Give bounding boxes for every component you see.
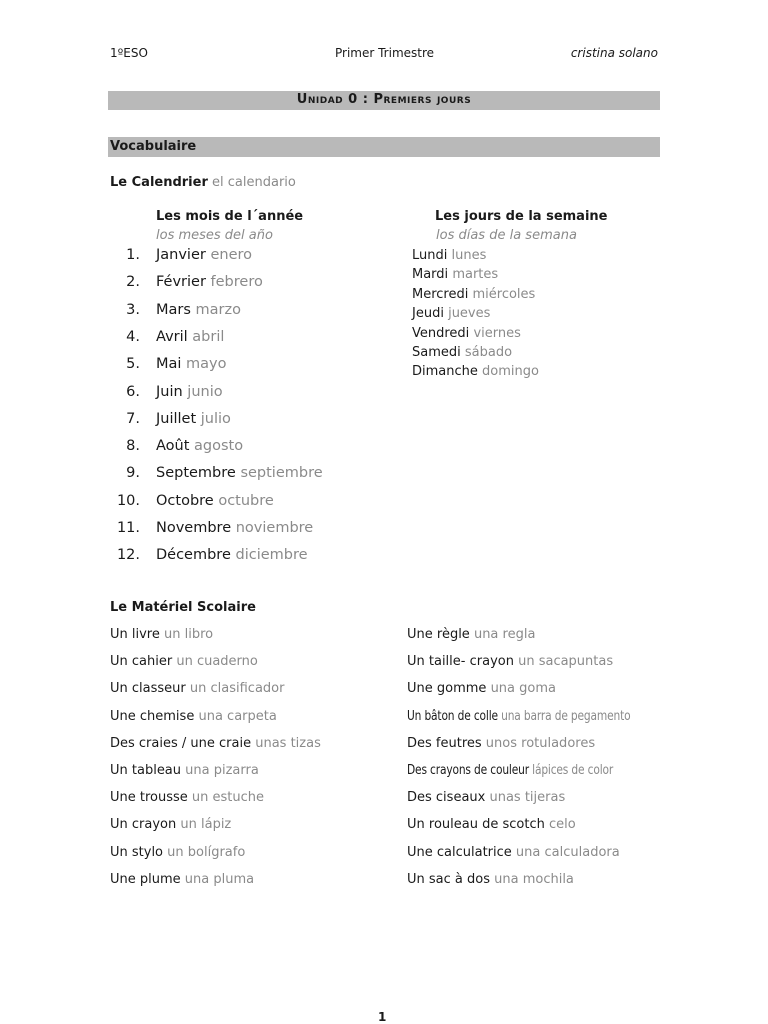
day-es: viernes (473, 325, 521, 341)
month-number (110, 465, 140, 485)
supply-es: lápices de color (532, 763, 614, 778)
month-es: septiembre (240, 465, 323, 482)
supply-es: un sacapuntas (518, 654, 614, 670)
month-number-text: 10. (116, 492, 140, 509)
month-es: abril (192, 328, 225, 345)
supply-es: una pizarra (185, 763, 259, 778)
supply-fr: Un sac à dos (407, 871, 490, 887)
supply-es: un bolígrafo (167, 844, 246, 860)
month-fr: Décembre (156, 547, 231, 564)
day-es: sábado (464, 345, 513, 360)
supply-item (110, 681, 284, 696)
month-number-text: 11. (116, 520, 140, 536)
month-number-text: 12. (116, 547, 140, 564)
calendar-title-es: el calendario (212, 175, 296, 190)
supply-fr: Une plume (110, 871, 181, 887)
month-number (110, 247, 140, 267)
supply-es: un cuaderno (176, 654, 258, 670)
day-item (412, 267, 498, 282)
month-fr: Février (156, 274, 206, 291)
supply-fr: Une règle (407, 627, 470, 642)
day-fr: Dimanche (412, 364, 478, 380)
supply-es: unas tijeras (489, 790, 566, 806)
supply-fr: Une calculatrice (407, 844, 512, 860)
month-number (110, 329, 140, 349)
unit-title-bar (108, 91, 660, 110)
day-item (412, 287, 535, 302)
month-number-text: 8. (126, 438, 140, 455)
month-fr: Octobre (156, 492, 214, 509)
supply-es: celo (548, 817, 576, 833)
month-es: enero (210, 247, 252, 263)
supply-item (407, 709, 680, 724)
month-number (110, 411, 140, 431)
days-subheading: los días de la semana (436, 228, 577, 243)
supply-fr: Un bâton de colle (407, 708, 498, 724)
supply-fr: Un tableau (110, 763, 182, 778)
months-subheading: los meses del año (156, 228, 273, 243)
month-es: noviembre (235, 520, 314, 536)
day-es: martes (452, 267, 499, 283)
supply-item-condensed (407, 709, 630, 724)
supply-fr: Un cahier (110, 654, 173, 670)
month-number (110, 493, 140, 513)
day-fr: Jeudi (412, 306, 444, 322)
month-fr: Avril (156, 328, 188, 345)
days-heading: Les jours de la semaine (435, 209, 608, 224)
month-item (156, 520, 313, 536)
day-es: miércoles (472, 286, 536, 302)
month-number-text: 9. (126, 465, 140, 482)
month-number-text: 4. (126, 328, 140, 345)
month-number-text: 6. (126, 383, 140, 400)
day-fr: Samedi (412, 345, 461, 360)
month-es: julio (200, 410, 231, 427)
supply-fr: Des ciseaux (407, 790, 486, 806)
month-number-text: 7. (126, 410, 140, 427)
section-title: Vocabulaire (110, 139, 197, 154)
supply-item (407, 654, 613, 669)
month-item (156, 438, 243, 454)
month-fr: Novembre (156, 520, 232, 536)
supply-es: una regla (473, 627, 536, 642)
supply-item (407, 790, 565, 805)
month-item (156, 465, 323, 481)
supply-item (407, 736, 595, 751)
day-fr: Mardi (412, 267, 449, 283)
supply-fr: Des crayons de couleur (407, 763, 529, 778)
month-number-text: 1. (126, 247, 140, 263)
month-item (156, 247, 252, 263)
month-es: junio (187, 383, 223, 400)
supply-es: una barra de pegamento (501, 708, 631, 724)
day-item (412, 345, 512, 360)
month-number-text: 5. (126, 356, 140, 373)
months-heading: Les mois de l´année (156, 209, 304, 224)
day-item (412, 248, 486, 263)
month-item (156, 384, 223, 400)
supply-item (407, 763, 658, 778)
month-item (156, 411, 231, 427)
supply-es: un clasificador (189, 681, 285, 697)
supply-es: unas tizas (255, 735, 321, 751)
supplies-title: Le Matériel Scolaire (110, 600, 256, 615)
supply-fr: Des craies / une craie (110, 735, 252, 751)
day-fr: Vendredi (412, 325, 470, 341)
month-number (110, 547, 140, 567)
supply-item (407, 817, 576, 832)
supply-fr: Un livre (110, 627, 160, 642)
supply-item (407, 845, 620, 860)
supply-item (110, 736, 321, 751)
supply-item (110, 627, 213, 642)
month-fr: Mai (156, 356, 182, 373)
month-item (156, 329, 224, 345)
supply-fr: Une gomme (407, 681, 487, 697)
month-es: agosto (194, 438, 244, 455)
supply-fr: Un taille- crayon (407, 654, 514, 670)
supply-es: un libro (164, 627, 214, 642)
page-number: 1 (378, 1010, 387, 1024)
day-item (412, 364, 539, 379)
supply-item (110, 709, 277, 724)
supply-es: una calculadora (515, 844, 620, 860)
day-es: domingo (482, 364, 539, 380)
month-number (110, 438, 140, 458)
section-title-bar (108, 137, 660, 157)
month-item (156, 356, 227, 372)
month-number (110, 274, 140, 294)
month-number (110, 302, 140, 322)
month-es: mayo (186, 356, 227, 373)
supply-item (110, 872, 254, 887)
month-es: marzo (195, 301, 241, 318)
month-number (110, 520, 140, 540)
day-item (412, 326, 521, 341)
day-es: jueves (448, 306, 491, 322)
month-fr: Juillet (156, 410, 197, 427)
month-item (156, 274, 263, 290)
supply-item (407, 681, 556, 696)
calendar-title (110, 175, 296, 190)
header-right: cristina solano (570, 46, 658, 60)
supply-fr: Un stylo (110, 844, 164, 860)
supply-fr: Une chemise (110, 708, 195, 724)
header-left: 1ºESO (110, 46, 148, 60)
day-item (412, 306, 490, 321)
month-es: diciembre (235, 547, 308, 564)
supply-es: una pluma (184, 871, 255, 887)
month-fr: Septembre (156, 465, 236, 482)
month-item (156, 547, 308, 563)
month-fr: Mars (156, 301, 191, 318)
supply-item (110, 654, 258, 669)
month-fr: Août (156, 438, 190, 455)
month-fr: Janvier (156, 247, 206, 263)
supply-fr: Un rouleau de scotch (407, 817, 545, 833)
supply-es: unos rotuladores (485, 735, 596, 751)
unit-title: Unidad 0 : Premiers jours (296, 92, 472, 107)
supply-item (110, 790, 264, 805)
day-es: lunes (451, 248, 487, 263)
supply-es: un lápiz (180, 817, 232, 833)
supply-item (110, 817, 231, 832)
supply-fr: Une trousse (110, 790, 188, 806)
month-es: febrero (210, 274, 263, 291)
supply-fr: Un crayon (110, 817, 177, 833)
supply-es: una mochila (494, 871, 574, 887)
day-fr: Mercredi (412, 286, 469, 302)
supply-es: un estuche (191, 790, 265, 806)
day-fr: Lundi (412, 248, 448, 263)
supply-item (407, 627, 535, 642)
supply-item-condensed (407, 763, 613, 778)
supply-es: una goma (490, 681, 556, 697)
month-es: octubre (218, 492, 274, 509)
supply-item (407, 872, 574, 887)
header-center: Primer Trimestre (335, 46, 435, 60)
calendar-title-fr: Le Calendrier (110, 175, 208, 190)
month-number-text: 3. (126, 301, 140, 318)
supply-fr: Un classeur (110, 681, 186, 697)
month-item (156, 493, 274, 509)
month-number (110, 384, 140, 404)
supply-fr: Des feutres (407, 735, 482, 751)
month-fr: Juin (156, 383, 183, 400)
supply-item (110, 845, 245, 860)
month-number-text: 2. (126, 274, 140, 291)
supply-es: una carpeta (198, 708, 277, 724)
supply-item (110, 763, 259, 778)
month-item (156, 302, 241, 318)
month-number (110, 356, 140, 376)
